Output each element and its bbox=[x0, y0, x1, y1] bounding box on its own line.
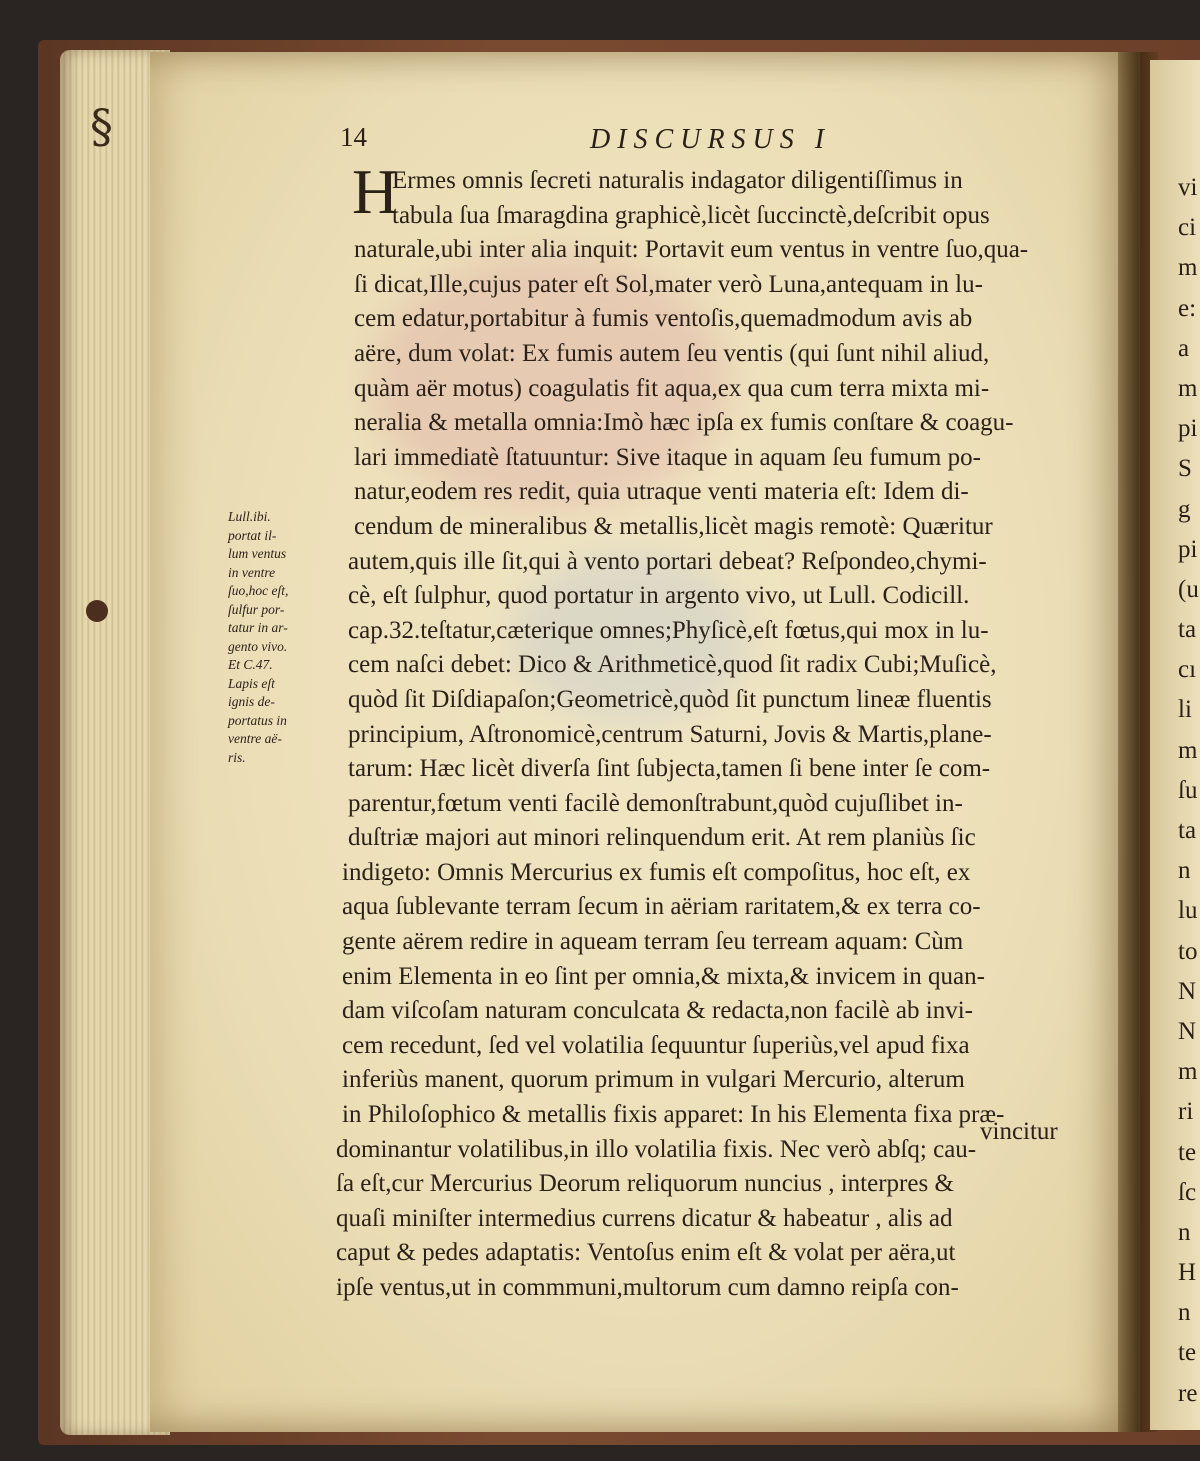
facing-line: lu bbox=[1178, 897, 1198, 925]
facing-line: pi bbox=[1178, 415, 1198, 443]
facing-line: H bbox=[1178, 1259, 1197, 1287]
facing-line: ri bbox=[1178, 1098, 1194, 1126]
body-line: ſi dicat,Ille,cujus pater eſt Sol,mater verò Luna,antequam in lu- bbox=[354, 270, 983, 298]
body-line: cap.32.teſtatur,cæterique omnes;Phyſicè,eſt fœtus,qui mox in lu- bbox=[348, 616, 989, 644]
facing-line: re bbox=[1178, 1379, 1198, 1407]
facing-line: m bbox=[1178, 254, 1198, 282]
body-line: quaſi miniſter intermedius currens dicatur & habeatur , alis ad bbox=[336, 1204, 953, 1232]
marginal-note bbox=[228, 508, 338, 767]
body-line: duſtriæ majori aut minori relinquendum erit. At rem planiùs ſic bbox=[348, 824, 976, 852]
facing-line: ta bbox=[1178, 817, 1197, 844]
margin-note-line: ſulfur por- bbox=[228, 601, 285, 617]
facing-line: S bbox=[1178, 455, 1192, 483]
body-line: gente aërem redire in aqueam terram ſeu terream aquam: Cùm bbox=[342, 928, 964, 956]
margin-note-line: lum ventus bbox=[228, 546, 287, 561]
facing-line: pi bbox=[1178, 535, 1198, 563]
catchword: vincitur bbox=[980, 1118, 1058, 1145]
running-head: DISCURSUS I bbox=[590, 124, 832, 155]
margin-note-line: portatus in bbox=[228, 712, 287, 728]
body-line: natur,eodem res redit, quia utraque venti materia eſt: Idem di- bbox=[354, 478, 969, 506]
facing-line: to bbox=[1178, 937, 1198, 965]
margin-note-line: Et C.47. bbox=[228, 657, 273, 672]
body-line: lari immediatè ſtatuuntur: Sive itaque in aquam ſeu fumum po- bbox=[354, 443, 981, 471]
ink-spot bbox=[86, 600, 108, 622]
body-line: indigeto: Omnis Mercurius ex fumis eſt compoſitus, hoc eſt, ex bbox=[342, 858, 971, 886]
page-number: 14 bbox=[340, 122, 367, 152]
facing-line: m bbox=[1178, 374, 1198, 402]
body-line: cem naſci debet: Dico & Arithmeticè,quod ſit radix Cubi;Muſicè, bbox=[348, 651, 997, 679]
facing-line: n bbox=[1178, 1218, 1191, 1246]
body-line: dominantur volatilibus,in illo volatilia fixis. Nec verò abſq; cau- bbox=[336, 1135, 977, 1163]
facing-line: te bbox=[1178, 1339, 1197, 1367]
facing-line: e: bbox=[1178, 294, 1197, 322]
facing-line: N bbox=[1178, 1017, 1197, 1045]
facing-line: g bbox=[1178, 495, 1191, 523]
body-line: aëre, dum volat: Ex fumis autem ſeu ventis (qui ſunt nihil aliud, bbox=[354, 339, 990, 367]
edge-mark-glyph: § bbox=[90, 99, 113, 153]
facing-line: ſu bbox=[1178, 776, 1198, 804]
margin-note-line: gento vivo. bbox=[228, 638, 288, 654]
body-line: dam viſcoſam naturam conculcata & redacta,non facilè ab invi- bbox=[342, 997, 973, 1025]
margin-note-line: ſuo,hoc eſt, bbox=[228, 583, 289, 598]
facing-line: m bbox=[1178, 1058, 1198, 1086]
body-line: cendum de mineralibus & metallis,licèt magis remotè: Quæritur bbox=[354, 512, 993, 540]
facing-line: m bbox=[1178, 736, 1198, 764]
body-line: in Philoſophico & metallis fixis apparet: In his Elementa fixa præ- bbox=[342, 1101, 1005, 1129]
body-line: autem,quis ille ſit,qui à vento portari debeat? Reſpondeo,chymi- bbox=[348, 547, 987, 575]
body-line: principium, Aſtronomicè,centrum Saturni, Jovis & Martis,plane- bbox=[348, 720, 992, 748]
margin-note-line: Lapis eſt bbox=[228, 675, 275, 691]
facing-page-text bbox=[1178, 168, 1200, 1414]
facing-line: vi bbox=[1178, 174, 1198, 201]
body-line: parentur,fœtum venti facilè demonſtrabunt,quòd cujuſlibet in- bbox=[348, 789, 963, 817]
margin-note-line: tatur in ar- bbox=[228, 620, 288, 635]
facing-line: n bbox=[1178, 857, 1191, 885]
body-line: caput & pedes adaptatis: Ventoſus enim eſt & volat per aëra,ut bbox=[336, 1239, 956, 1267]
body-line: quàm aër motus) coagulatis fit aqua,ex qua cum terra mixta mi- bbox=[354, 374, 990, 402]
body-line: Ermes omnis ſecreti naturalis indagator diligentiſſimus in bbox=[392, 167, 963, 194]
body-line: quòd ſit Diſdiapaſon;Geometricè,quòd ſit punctum lineæ fluentis bbox=[348, 685, 992, 713]
margin-note-line: portat il- bbox=[228, 527, 277, 543]
margin-note-line: in ventre bbox=[228, 564, 276, 580]
body-line: cem edatur,portabitur à fumis ventoſis,quemadmodum avis ab bbox=[354, 305, 973, 333]
body-line: tarum: Hæc licèt diverſa ſint ſubjecta,tamen ſi bene inter ſe com- bbox=[348, 755, 991, 783]
body-line: neralia & metalla omnia:Imò hæc ipſa ex fumis conſtare & coagu- bbox=[354, 409, 1014, 437]
margin-note-line: ris. bbox=[228, 749, 246, 765]
margin-note-line: ventre aë- bbox=[228, 731, 282, 746]
body-line: ipſe ventus,ut in commmuni,multorum cum damno reipſa con- bbox=[336, 1274, 959, 1301]
body-line: enim Elementa in eo ſint per omnia,& mixta,& invicem in quan- bbox=[342, 962, 985, 990]
body-line: naturale,ubi inter alia inquit: Portavit eum ventus in ventre ſuo,qua- bbox=[354, 236, 1029, 264]
body-line: cem recedunt, ſed vel volatilia ſequuntur ſuperiùs,vel apud fixa bbox=[342, 1031, 970, 1059]
facing-line: li bbox=[1178, 696, 1192, 724]
body-line: inferiùs manent, quorum primum in vulgari Mercurio, alterum bbox=[342, 1066, 965, 1094]
facing-line: a bbox=[1178, 334, 1190, 362]
facing-line: ta bbox=[1178, 616, 1197, 644]
body-line: cè, eſt ſulphur, quod portatur in argento vivo, ut Lull. Codicill. bbox=[348, 582, 970, 610]
facing-line: (u bbox=[1178, 575, 1199, 603]
drop-cap: H bbox=[352, 156, 399, 227]
facing-line: n bbox=[1178, 1299, 1191, 1327]
facing-line: ſc bbox=[1178, 1178, 1197, 1206]
margin-note-line: ignis de- bbox=[228, 694, 275, 709]
facing-line: te bbox=[1178, 1138, 1197, 1166]
margin-note-line: Lull.ibi. bbox=[228, 509, 271, 524]
body-line: tabula ſua ſmaragdina graphicè,licèt ſuccinctè,deſcribit opus bbox=[392, 201, 990, 229]
facing-line: ci bbox=[1178, 214, 1197, 242]
facing-line: N bbox=[1178, 977, 1197, 1005]
body-line: aqua ſublevante terram ſecum in aëriam raritatem,& ex terra co- bbox=[342, 893, 981, 921]
body-line: ſa eſt,cur Mercurius Deorum reliquorum nuncius , interpres & bbox=[336, 1170, 954, 1198]
facing-line: cı bbox=[1178, 656, 1197, 684]
